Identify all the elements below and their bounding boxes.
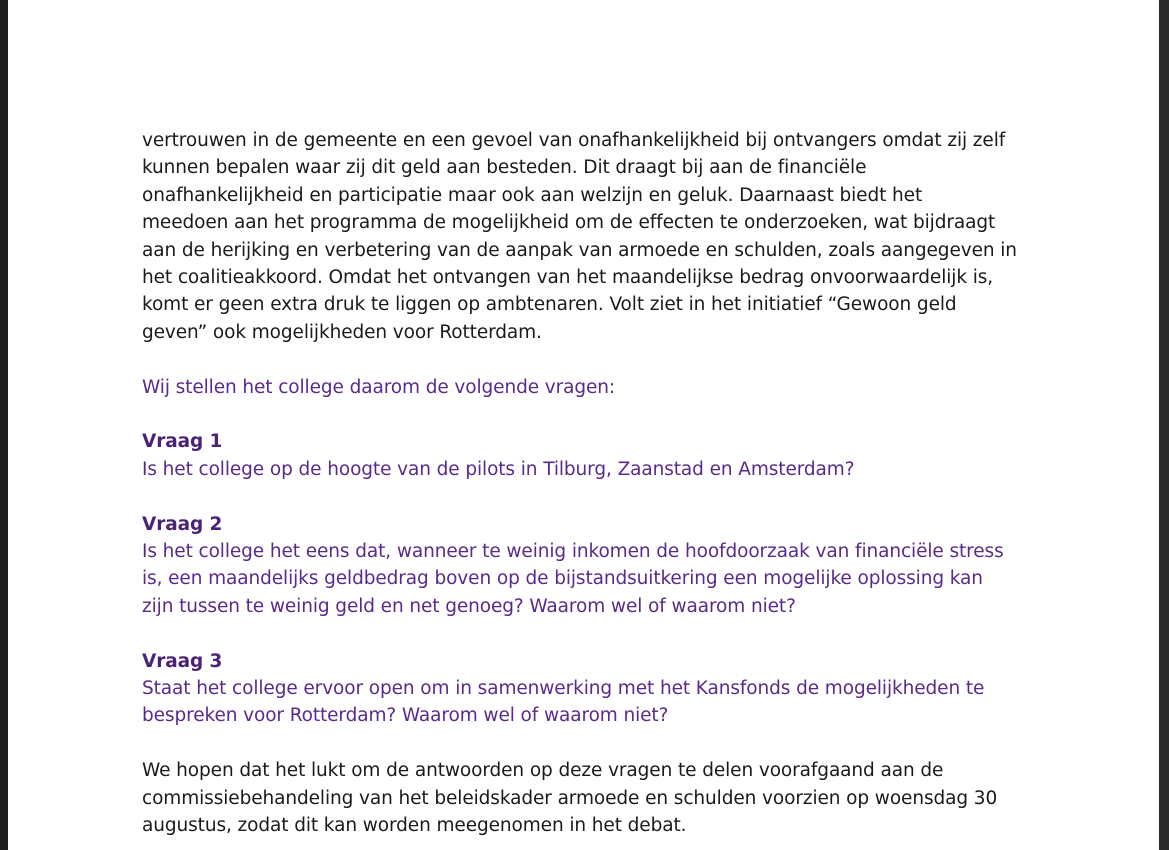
- question-label: Vraag 3: [142, 650, 223, 672]
- text-line: vertrouwen in de gemeente en een gevoel van onafhankelijkheid bij ontvangers omdat zij zelf: [142, 130, 1006, 151]
- question-block-2: [142, 511, 1042, 621]
- question-text-line: bespreken voor Rotterdam? Waarom wel of waarom niet?: [142, 705, 669, 727]
- spacer: [142, 730, 1042, 757]
- text-line: komt er geen extra druk te liggen op ambtenaren. Volt ziet in het initiatief “Gewoon geld: [142, 294, 957, 316]
- question-text-line: Staat het college ervoor open om in samenwerking met het Kansfonds de mogelijkheden te: [142, 678, 985, 700]
- questions-intro: Wij stellen het college daarom de volgende vragen:: [142, 376, 616, 398]
- intro-paragraph: [142, 127, 1042, 346]
- spacer: [142, 401, 1042, 428]
- document-page: [8, 0, 1159, 850]
- question-block-3: [142, 648, 1042, 730]
- text-line: het coalitieakkoord. Omdat het ontvangen van het maandelijkse bedrag onvoorwaardelijk is,: [142, 267, 994, 289]
- question-label: Vraag 2: [142, 513, 223, 535]
- text-line: aan de herijking en verbetering van de aanpak van armoede en schulden, zoals aangegeven in: [142, 239, 1017, 261]
- question-label: Vraag 1: [142, 431, 223, 453]
- text-line: commissiebehandeling van het beleidskader armoede en schulden voorzien op woensdag 30: [142, 787, 998, 809]
- spacer: [142, 620, 1042, 647]
- closing-paragraph: [142, 757, 1042, 839]
- text-line: meedoen aan het programma de mogelijkheid om de effecten te onderzoeken, wat bijdraagt: [142, 212, 996, 234]
- question-text-line: is, een maandelijks geldbedrag boven op de bijstandsuitkering een mogelijke oplossing kan: [142, 568, 983, 590]
- spacer: [142, 346, 1042, 373]
- spacer: [142, 483, 1042, 510]
- question-text-line: Is het college op de hoogte van de pilots in Tilburg, Zaanstad en Amsterdam?: [142, 458, 855, 480]
- text-line: geven” ook mogelijkheden voor Rotterdam.: [142, 321, 542, 343]
- question-block-1: [142, 428, 1042, 483]
- question-text-line: zijn tussen te weinig geld en net genoeg? Waarom wel of waarom niet?: [142, 595, 796, 617]
- text-line: onafhankelijkheid en participatie maar ook aan welzijn en geluk. Daarnaast biedt het: [142, 184, 923, 206]
- question-text-line: Is het college het eens dat, wanneer te weinig inkomen de hoofdoorzaak van financiële stress: [142, 541, 1004, 563]
- text-line: kunnen bepalen waar zij dit geld aan besteden. Dit draagt bij aan de financiële: [142, 157, 867, 179]
- viewer-background-edge: [1159, 0, 1169, 850]
- document-body: [142, 127, 1042, 839]
- text-line: We hopen dat het lukt om de antwoorden op deze vragen te delen voorafgaand aan de: [142, 760, 944, 782]
- text-line: augustus, zodat dit kan worden meegenomen in het debat.: [142, 815, 687, 837]
